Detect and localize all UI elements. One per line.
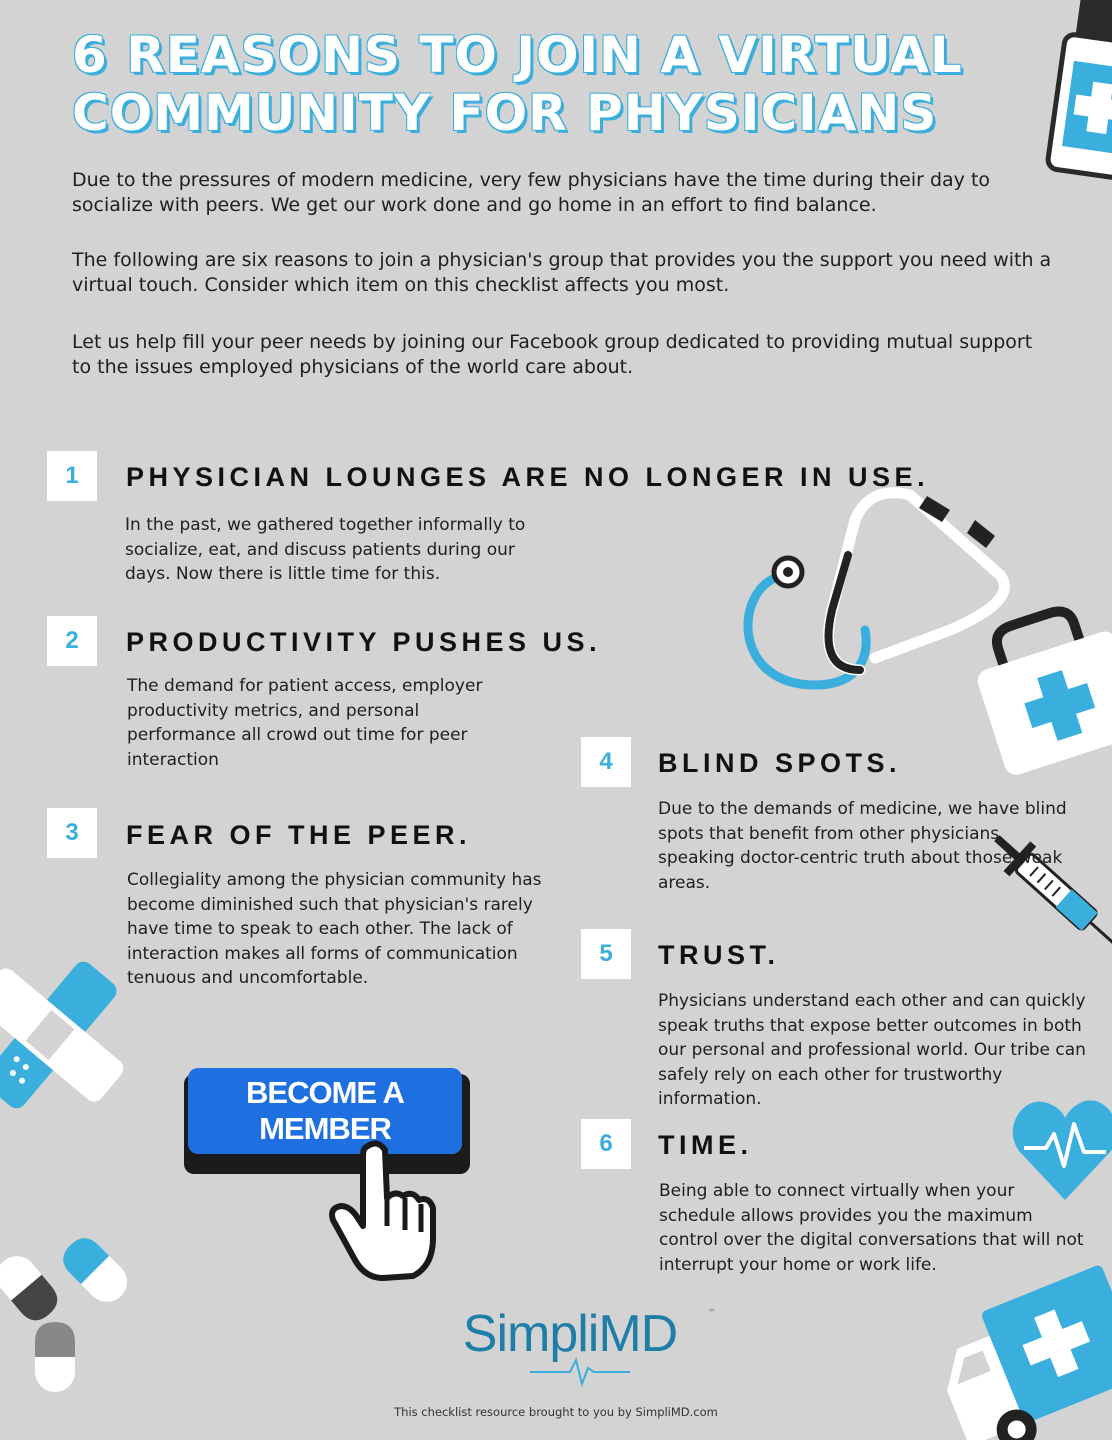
reason-number-4: 4 — [581, 737, 631, 787]
reason-heading-6: TIME. — [658, 1130, 753, 1160]
intro-paragraph-3: Let us help fill your peer needs by joining our Facebook group dedicated to providing mutual support to the issues employed physicians of the world care about. — [72, 331, 1033, 378]
become-member-button[interactable]: BECOME A MEMBER — [188, 1068, 462, 1154]
intro-paragraph-1: Due to the pressures of modern medicine, very few physicians have the time during their day to socialize with peers. We get our work done and go home in an effort to find balance. — [72, 169, 991, 216]
reason-heading-1: PHYSICIAN LOUNGES ARE NO LONGER IN USE. — [126, 462, 930, 492]
first-aid-kit-icon — [975, 605, 1112, 775]
reason-body-1: In the past, we gathered together informally to socialize, eat, and discuss patients during our days. Now there is little time for this. — [125, 515, 526, 584]
reason-number-6: 6 — [581, 1119, 631, 1169]
page-title: 6 REASONS TO JOIN A VIRTUAL COMMUNITY FOR PHYSICIANS — [72, 26, 963, 142]
reason-number-2: 2 — [47, 616, 97, 666]
pointer-hand-icon — [325, 1138, 440, 1283]
reason-heading-3: FEAR OF THE PEER. — [126, 820, 472, 850]
reason-heading-2: PRODUCTIVITY PUSHES US. — [126, 627, 602, 657]
footer-credit: This checklist resource brought to you by SimpliMD.com — [394, 1405, 718, 1419]
reason-heading-4: BLIND SPOTS. — [658, 748, 902, 778]
logo-text: SimpliMD — [462, 1305, 678, 1363]
reason-body-3: Collegiality among the physician community has become diminished such that physician's rarely have time to speak to each other. The lack of interaction makes all forms of communication tenuous and uncomfortable. — [127, 870, 542, 988]
reason-body-4: Due to the demands of medicine, we have blind spots that benefit from other physicians speaking doctor-centric truth about those weak areas. — [658, 799, 1067, 893]
pills-icon — [0, 1240, 140, 1400]
reason-number-5: 5 — [581, 929, 631, 979]
logo-trademark: ™ — [708, 1308, 716, 1317]
reason-body-6: Being able to connect virtually when your schedule allows provides you the maximum control over the digital conversations that will not interrupt your home or work life. — [659, 1181, 1084, 1275]
simplimd-logo — [420, 1298, 720, 1388]
bandage-icon — [0, 960, 120, 1110]
intro-paragraph-2: The following are six reasons to join a physician's group that provides you the support you need with a virtual touch. Consider which item on this checklist affects you most. — [72, 249, 1052, 296]
heartbeat-line-icon — [530, 1354, 630, 1388]
reason-number-1: 1 — [47, 451, 97, 501]
reason-body-2: The demand for patient access, employer productivity metrics, and personal performance all crowd out time for peer interaction — [127, 676, 483, 770]
reason-number-3: 3 — [47, 808, 97, 858]
reason-body-5: Physicians understand each other and can quickly speak truths that expose better outcomes in both our personal and professional world. Our tribe can safely rely on each other for trustworthy information. — [658, 991, 1086, 1109]
reason-heading-5: TRUST. — [658, 940, 780, 970]
